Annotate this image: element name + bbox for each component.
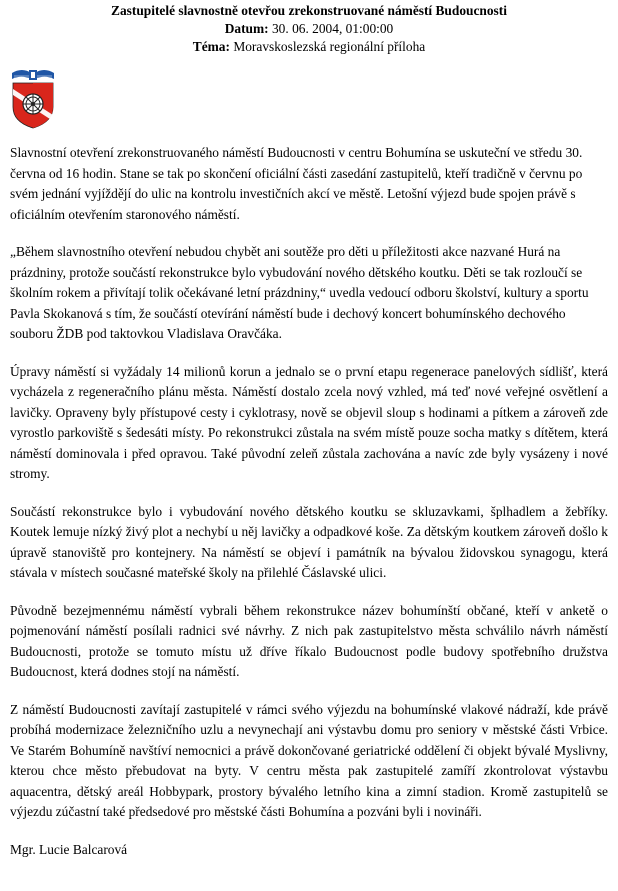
article-body bbox=[10, 143, 608, 860]
article-author: Mgr. Lucie Balcarová bbox=[10, 841, 128, 857]
article-header bbox=[10, 0, 608, 56]
article-paragraph: Součástí rekonstrukce bylo i vybudování nového dětského koutku se skluzavkami, šplhadlem a žebříky. Koutek lemuje nízký živý plot a nechybí u něj lavičky a odpadkové koše. Za dětským koutkem zároveň došlo k úpravě stanoviště pro kontejnery. Na náměstí se objeví i památník na bývalou židovskou synagogu, která stávala v místech současné mateřské školy na přilehlé Čáslavské ulici. bbox=[10, 503, 608, 580]
article-paragraph: Z náměstí Budoucnosti zavítají zastupitelé v rámci svého výjezdu na bohumínské vlakové nádraží, kde právě probíhá modernizace železničního uzlu a nevynechají ani výstavbu domu pro seniory v městské části Vrbice. Ve Starém Bohumíně navštíví nemocnici a právě dokončované geriatrické oddělení či objekt bývalé Myslivny, kterou chce město přebudovat na byty. V centru města pak zastupitelé zamíří zkontrolovat výstavbu aquacentra, dětský areál Hobbypark, prostory bývalého letního kina a zimní stadion. Kromě zastupitelů se výjezdu zúčastní také předsedové pro městské části Bohumína a pozváni byli i novináři. bbox=[10, 701, 608, 819]
article-topic-line bbox=[10, 38, 608, 56]
article-paragraph: Úpravy náměstí si vyžádaly 14 milionů korun a jednalo se o první etapu regenerace panelových sídlišť, která vycházela z regeneračního plánu města. Náměstí dostalo zcela nový vzhled, má teď nové veřejné osvětlení a lavičky. Opraveny byly přístupové cesty i cyklotrasy, nově se objevil sloup s hodinami a pítkem a zároveň zde vyrostlo parkoviště s šedesáti místy. Po rekonstrukci zůstala na svém místě pouze socha matky s dítětem, která náměstí dominovala i před opravou. Také původní zeleň zůstala zachována a navíc zde byly vysázeny i nové stromy. bbox=[10, 363, 608, 481]
article-title: Zastupitelé slavnostně otevřou zrekonstruované náměstí Budoucnosti bbox=[111, 3, 507, 18]
date-value: 30. 06. 2004, 01:00:00 bbox=[271, 21, 394, 36]
topic-label: Téma: bbox=[192, 39, 230, 54]
date-label: Datum: bbox=[224, 21, 269, 36]
article-paragraph: Původně bezejmennému náměstí vybrali během rekonstrukce název bohumínští občané, kteří v anketě o pojmenování náměstí posílali radnici své návrhy. Z nich pak zastupitelstvo města schválilo návrh náměstí Budoucnosti, protože se tomuto místu už dříve říkalo Budoucnost podle budovy spotřebního družstva Budoucnost, která dodnes stojí na náměstí. bbox=[10, 602, 608, 679]
topic-value: Moravskoslezská regionální příloha bbox=[233, 39, 426, 54]
article-date-line bbox=[10, 20, 608, 38]
city-coat-of-arms-icon bbox=[10, 67, 56, 129]
article-paragraph: „Během slavnostního otevření nebudou chybět ani soutěže pro děti u příležitosti akce nazvané Hurá na prázdniny, protože součástí rekonstrukce bylo vybudování nového dětského koutku. Děti se tak rozloučí se školním rokem a přivítají tolik očekávané letní prázdniny,“ uvedla vedoucí odboru školství, kultury a sportu Pavla Skokanová s tím, že součástí otevírání náměstí bude i dechový koncert bohumínského dechového souboru ŽDB pod taktovkou Vladislava Oravčáka. bbox=[10, 244, 589, 341]
article-paragraph: Slavnostní otevření zrekonstruovaného náměstí Budoucnosti v centru Bohumína se uskuteční ve středu 30. června od 16 hodin. Stane se tak po skončení oficiální části zasedání zastupitelů, kteří tradičně v červnu po svém jednání vyjíždějí do ulic na kontrolu investičních akcí ve městě. Letošní výjezd bude spojen právě s oficiálním otevřením staronového náměstí. bbox=[10, 145, 583, 222]
